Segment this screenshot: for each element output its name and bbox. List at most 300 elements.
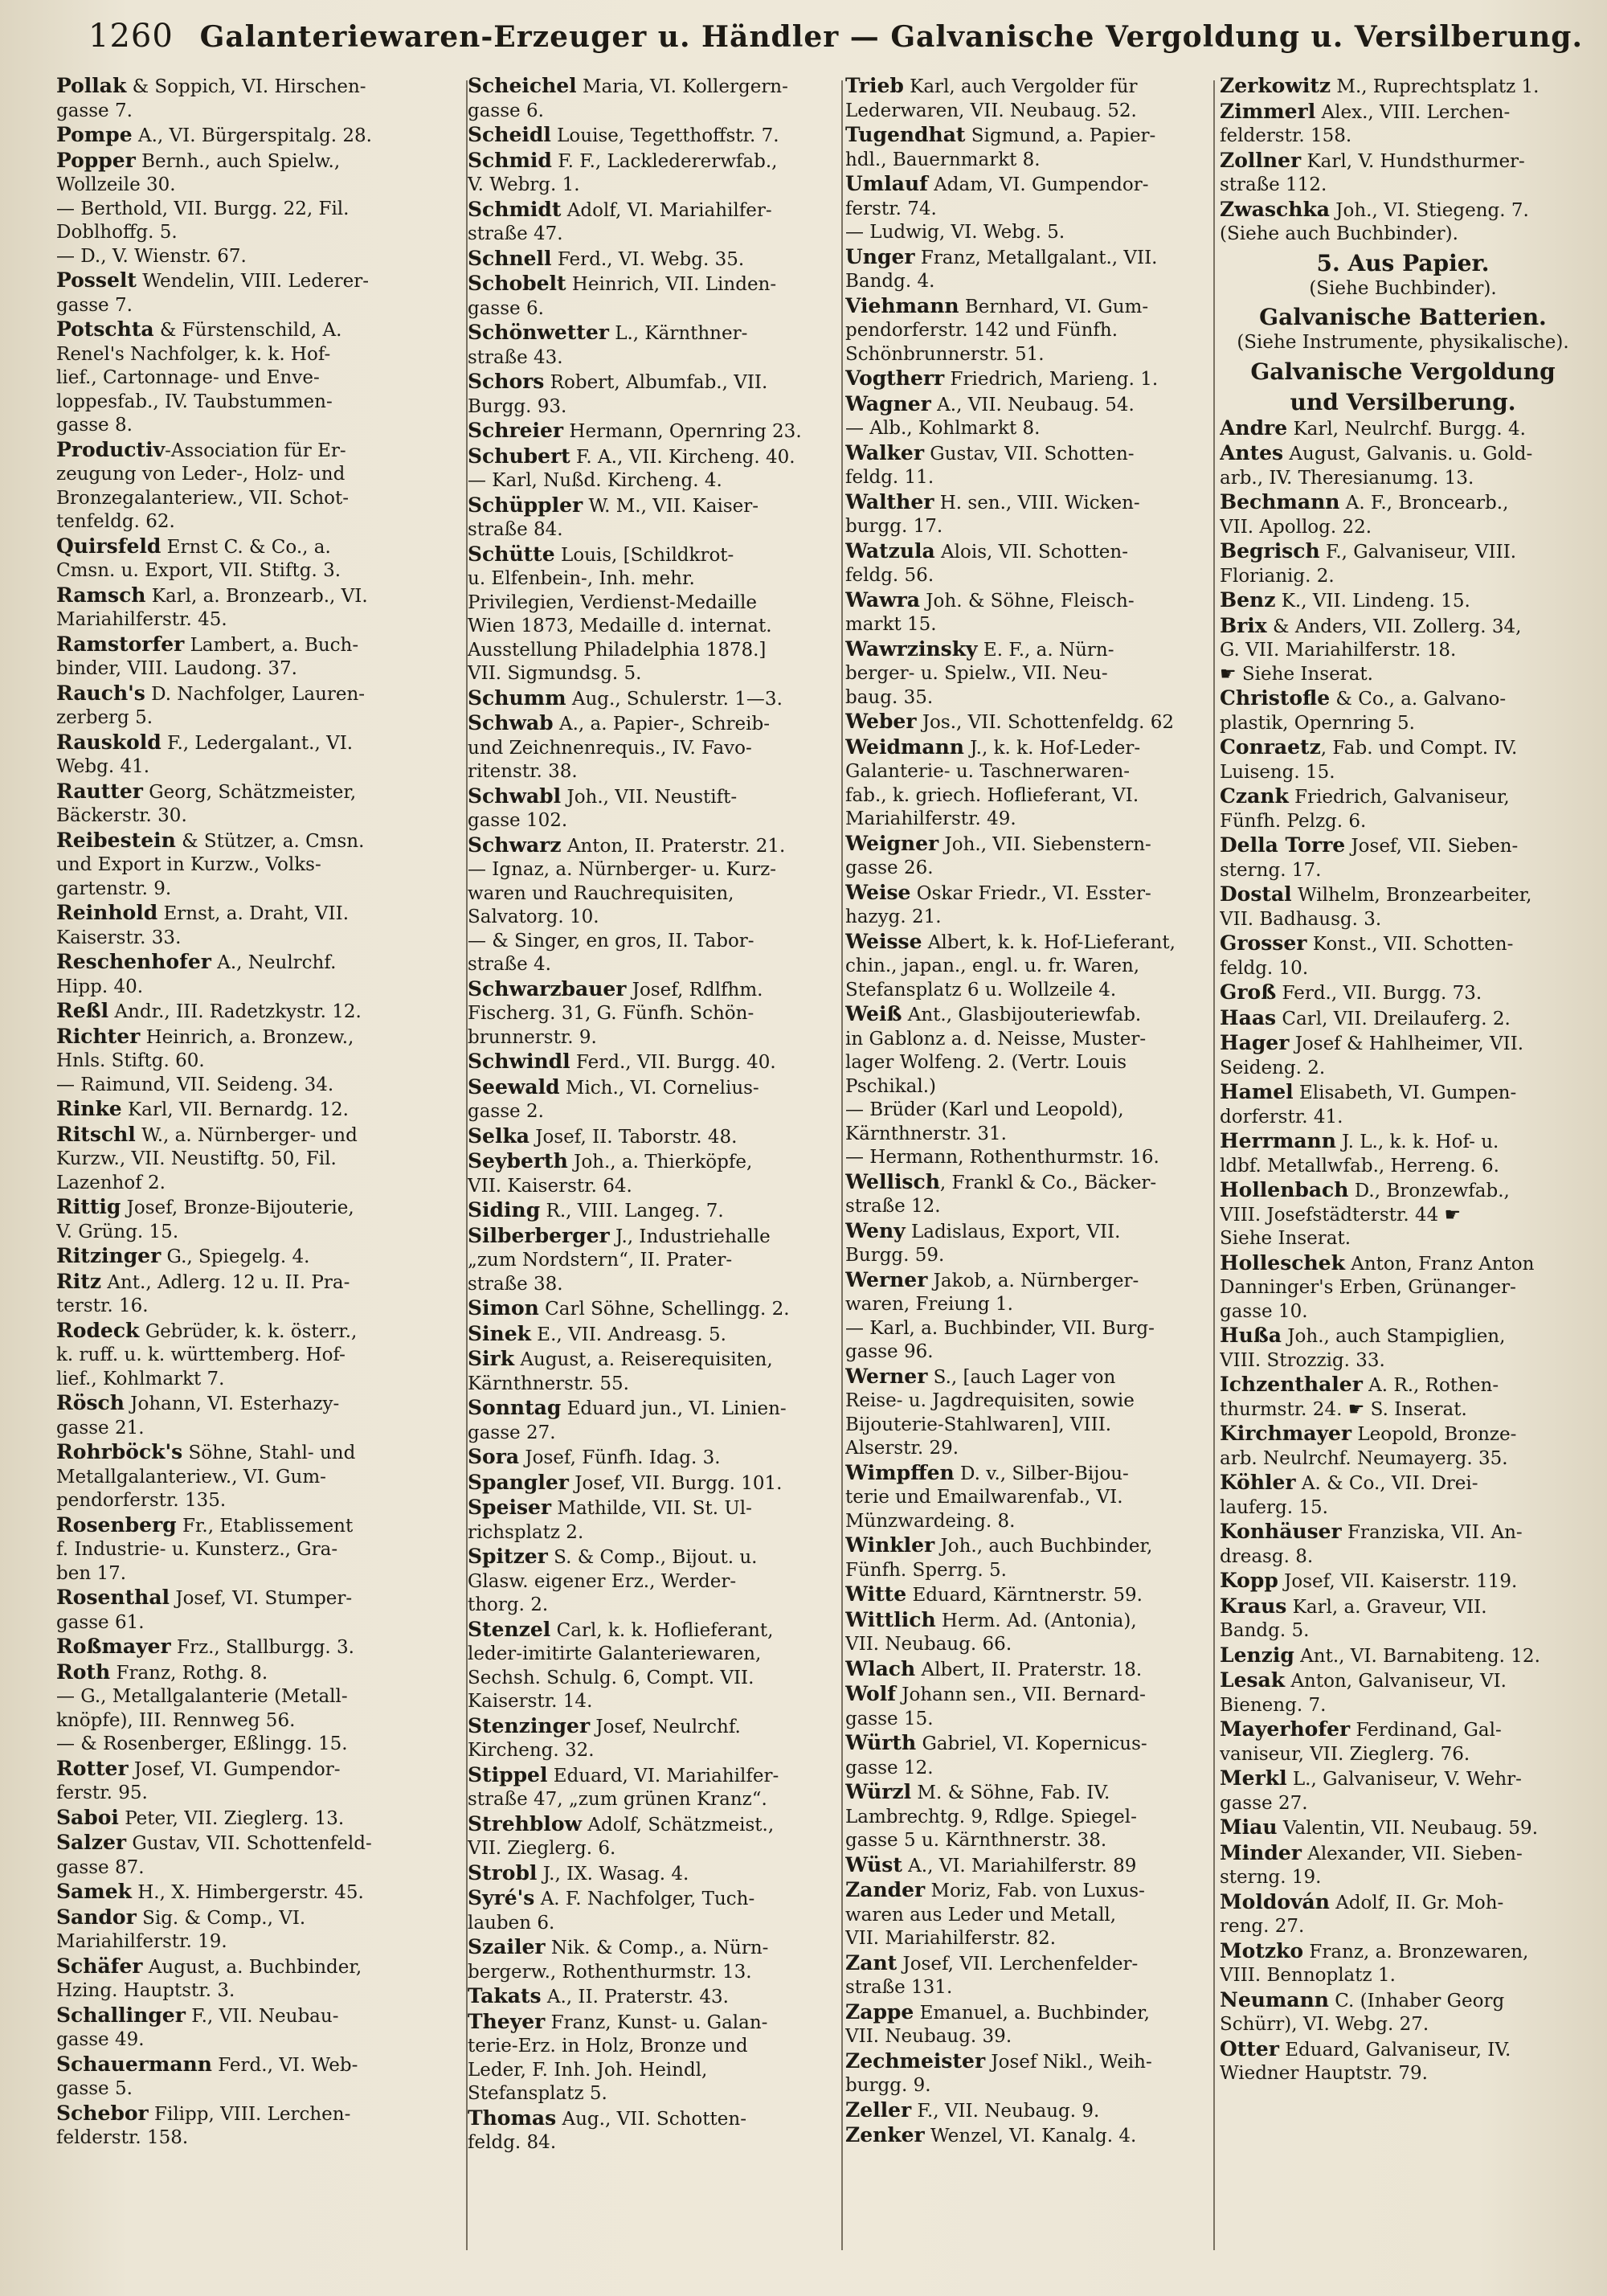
entry-text: Burgg. 93. xyxy=(468,395,567,417)
entry-text: ferstr. 74. xyxy=(845,198,937,219)
directory-line xyxy=(56,1270,458,1295)
directory-line xyxy=(1220,416,1586,442)
entry-text: Albert, II. Praterstr. 18. xyxy=(915,1659,1143,1680)
directory-line xyxy=(1220,1964,1586,1988)
directory-line xyxy=(845,1682,1216,1708)
entry-text: gasse 26. xyxy=(845,857,934,878)
directory-line xyxy=(56,463,458,487)
entry-text: A., VII. Neubaug. 54. xyxy=(930,394,1135,415)
directory-line xyxy=(56,414,458,438)
directory-line xyxy=(1220,565,1586,589)
entry-text: — Raimund, VII. Seideng. 34. xyxy=(56,1074,334,1095)
directory-line xyxy=(1220,1841,1586,1867)
entry-text: terie-Erz. in Holz, Bronze und xyxy=(468,2036,748,2057)
entry-name: Rosenberg xyxy=(56,1512,177,1537)
directory-line xyxy=(845,1976,1216,2000)
directory-line xyxy=(468,1714,839,1740)
directory-line xyxy=(1220,810,1586,834)
directory-line xyxy=(845,1317,1216,1341)
directory-line xyxy=(56,999,458,1025)
directory-line xyxy=(845,172,1216,198)
entry-text: Ferdinand, Gal- xyxy=(1350,1720,1502,1741)
entry-text: Wollzeile 30. xyxy=(56,174,176,195)
entry-text: Friedrich, Galvaniseur, xyxy=(1288,787,1510,808)
entry-text: F., VII. Neubau- xyxy=(185,2005,339,2027)
directory-line xyxy=(845,588,1216,614)
entry-name: Schwarzbauer xyxy=(468,976,627,1001)
entry-text: Peter, VII. Zieglerg. 13. xyxy=(118,1807,345,1829)
directory-line xyxy=(468,272,839,297)
directory-line xyxy=(468,74,839,100)
entry-text: VII. Zieglerg. 6. xyxy=(468,1838,616,1859)
entry-text: Emanuel, a. Buchbinder, xyxy=(914,2002,1150,2024)
page-header xyxy=(88,18,1583,74)
directory-line xyxy=(468,1002,839,1026)
directory-line xyxy=(845,1780,1216,1806)
entry-name: Rotter xyxy=(56,1756,129,1780)
entry-text: Bernh., auch Spielw., xyxy=(135,150,341,172)
directory-line xyxy=(56,198,458,222)
entry-text: plastik, Opernring 5. xyxy=(1220,712,1415,734)
directory-line xyxy=(56,123,458,149)
directory-line xyxy=(1220,1276,1586,1300)
entry-text: — Brüder (Karl und Leopold), xyxy=(845,1099,1124,1120)
directory-line xyxy=(468,419,839,444)
directory-line xyxy=(468,639,839,663)
entry-name: Schmidt xyxy=(468,197,562,221)
directory-line xyxy=(845,74,1216,100)
directory-line xyxy=(468,686,839,712)
entry-text: Franz, a. Bronzewaren, xyxy=(1303,1941,1529,1962)
directory-line xyxy=(56,1538,458,1562)
directory-line xyxy=(845,1075,1216,1099)
entry-text: lief., Kohlmarkt 7. xyxy=(56,1368,225,1389)
directory-line xyxy=(468,1861,839,1887)
directory-line xyxy=(845,1927,1216,1951)
entry-text: A., VI. Mariahilferstr. 89 xyxy=(902,1855,1137,1876)
entry-name: Conraetz xyxy=(1220,735,1321,759)
entry-text: Bäckerstr. 30. xyxy=(56,805,187,826)
entry-name: Werner xyxy=(845,1364,928,1388)
directory-line xyxy=(468,833,839,859)
entry-name: Tugendhat xyxy=(845,123,966,146)
directory-line xyxy=(845,1146,1216,1170)
entry-text: Fr., Etablissement xyxy=(176,1515,354,1537)
directory-line xyxy=(1220,174,1586,198)
entry-name: Wawrzinsky xyxy=(845,636,978,661)
entry-name: Hollenbach xyxy=(1220,1178,1349,1201)
directory-line xyxy=(468,149,839,174)
directory-line xyxy=(1220,1031,1586,1057)
directory-line xyxy=(56,706,458,731)
directory-line xyxy=(1220,539,1586,565)
entry-text: F. F., Lackledererwfab., xyxy=(551,150,778,172)
entry-name: Reibestein xyxy=(56,828,176,852)
directory-line xyxy=(468,1618,839,1643)
entry-text: Wiedner Hauptstr. 79. xyxy=(1220,2063,1428,2084)
directory-line xyxy=(845,1365,1216,1390)
entry-name: Otter xyxy=(1220,2036,1279,2061)
directory-line xyxy=(56,510,458,534)
entry-text: burgg. 9. xyxy=(845,2075,931,2096)
entry-name: Schors xyxy=(468,370,545,393)
entry-text: Bernhard, VI. Gum- xyxy=(959,296,1149,317)
entry-name: Silberberger xyxy=(468,1223,610,1247)
section-note-paper: (Siehe Buchbinder). xyxy=(1309,277,1497,299)
entry-text: bergerw., Rothenthurmstr. 13. xyxy=(468,1961,752,1983)
directory-line xyxy=(56,1319,458,1344)
entry-name: Schwab xyxy=(468,711,554,735)
directory-line xyxy=(1220,1792,1586,1816)
entry-text: straße 43. xyxy=(468,346,563,368)
entry-text: f. Industrie- u. Kunsterz., Gra- xyxy=(56,1539,338,1560)
entry-text: gasse 102. xyxy=(468,810,568,831)
directory-line xyxy=(845,1268,1216,1294)
directory-line xyxy=(845,1608,1216,1634)
entry-name: Zenker xyxy=(845,2123,925,2147)
entry-name: Zant xyxy=(845,1950,898,1975)
entry-text: knöpfe), III. Rennweg 56. xyxy=(56,1709,296,1731)
entry-text: (Siehe auch Buchbinder). xyxy=(1220,223,1458,244)
directory-line xyxy=(468,1984,839,2010)
entry-text: gasse 15. xyxy=(845,1708,934,1729)
entry-text: Joh., VII. Siebenstern- xyxy=(938,833,1151,855)
entry-text: gasse 27. xyxy=(468,1422,556,1443)
entry-text: gasse 2. xyxy=(468,1101,544,1122)
directory-line xyxy=(845,1878,1216,1904)
entry-name: Stenzel xyxy=(468,1617,551,1641)
entry-text: gasse 5. xyxy=(56,2078,133,2099)
directory-line xyxy=(468,1175,839,1199)
entry-text: tenfeldg. 62. xyxy=(56,511,175,532)
directory-line xyxy=(1220,931,1586,957)
directory-line xyxy=(1220,198,1586,223)
entry-name: Schobelt xyxy=(468,272,566,295)
entry-text: S., [auch Lager von xyxy=(927,1366,1116,1388)
directory-line xyxy=(1220,908,1586,932)
directory-line xyxy=(468,1026,839,1050)
entry-name: Zwaschka xyxy=(1220,197,1330,221)
entry-text: A. F., Broncearb., xyxy=(1339,493,1509,514)
entry-text: V. Webrg. 1. xyxy=(468,174,580,195)
directory-line xyxy=(845,1904,1216,1928)
entry-text: Anton, II. Praterstr. 21. xyxy=(561,835,786,857)
entry-text: Louis, [Schildkrot- xyxy=(554,544,734,566)
entry-text: Eduard, Kärntnerstr. 59. xyxy=(906,1585,1143,1606)
directory-line xyxy=(468,882,839,907)
directory-line xyxy=(845,366,1216,392)
entry-name: Zander xyxy=(845,1878,926,1901)
directory-line xyxy=(56,1930,458,1954)
directory-line xyxy=(845,1633,1216,1657)
entry-text: Aug., Schulerstr. 1—3. xyxy=(566,688,783,710)
entry-name: Rohrböck's xyxy=(56,1440,183,1463)
directory-line xyxy=(468,1347,839,1373)
entry-text: L., Kärnthner- xyxy=(608,323,748,344)
entry-text: Schürr), VI. Webg. 27. xyxy=(1220,2014,1429,2035)
entry-text: A. F. Nachfolger, Tuch- xyxy=(534,1889,755,1909)
directory-line xyxy=(56,976,458,1000)
directory-line xyxy=(468,1912,839,1936)
entry-name: Kopp xyxy=(1220,1569,1278,1592)
directory-line xyxy=(468,2106,839,2132)
directory-line xyxy=(845,1533,1216,1559)
entry-text: Karl, auch Vergolder für xyxy=(903,76,1138,97)
directory-line xyxy=(56,2052,458,2078)
directory-line xyxy=(56,804,458,829)
entry-name: Sonntag xyxy=(468,1396,562,1419)
entry-text: Hnls. Stiftg. 60. xyxy=(56,1050,205,1071)
entry-text: -Association für Er- xyxy=(165,440,346,461)
directory-line xyxy=(468,444,839,470)
directory-line xyxy=(468,930,839,954)
entry-text: terstr. 16. xyxy=(56,1295,149,1316)
entry-text: Aug., VII. Schotten- xyxy=(556,2108,746,2130)
entry-text: Karl, a. Graveur, VII. xyxy=(1286,1596,1487,1618)
entry-name: Wimpffen xyxy=(845,1460,955,1484)
entry-name: Schütte xyxy=(468,542,555,566)
directory-line xyxy=(1220,639,1586,663)
entry-text: Hipp. 40. xyxy=(56,976,144,997)
directory-line xyxy=(56,1391,458,1417)
directory-line xyxy=(845,417,1216,441)
directory-line xyxy=(56,681,458,707)
directory-line xyxy=(845,490,1216,516)
entry-text: leder-imitirte Galanteriewaren, xyxy=(468,1643,762,1664)
entry-name: Werner xyxy=(845,1267,928,1291)
entry-name: Wellisch xyxy=(845,1169,940,1193)
directory-line xyxy=(56,534,458,560)
entry-name: Zappe xyxy=(845,1999,914,2024)
directory-line xyxy=(56,438,458,464)
directory-line xyxy=(56,1417,458,1441)
entry-text: Louise, Tegetthoffstr. 7. xyxy=(550,125,779,146)
entry-text: berger- u. Spielw., VII. Neu- xyxy=(845,663,1108,684)
directory-line xyxy=(845,1293,1216,1317)
entry-text: Ausstellung Philadelphia 1878.] xyxy=(468,639,767,661)
entry-name: Vogtherr xyxy=(845,366,945,390)
entry-name: Popper xyxy=(56,148,136,172)
entry-text: feldg. 56. xyxy=(845,565,934,586)
directory-line xyxy=(845,857,1216,881)
entry-text: ben 17. xyxy=(56,1562,127,1584)
entry-text: K., VII. Lindeng. 15. xyxy=(1275,591,1470,612)
entry-text: Gustav, VII. Schottenfeld- xyxy=(126,1833,372,1854)
entry-text: chin., japan., engl. u. fr. Waren, xyxy=(845,956,1140,976)
directory-line xyxy=(56,2102,458,2127)
directory-line xyxy=(845,392,1216,418)
entry-text: loppesfab., IV. Taubstummen- xyxy=(56,391,333,412)
directory-line xyxy=(1220,74,1586,100)
directory-line xyxy=(1220,588,1586,614)
directory-line xyxy=(56,343,458,367)
directory-line xyxy=(1220,1766,1586,1792)
directory-line xyxy=(1220,1373,1586,1398)
directory-line xyxy=(1220,1866,1586,1890)
entry-text: Adolf, II. Gr. Moh- xyxy=(1329,1892,1504,1913)
entry-name: Roßmayer xyxy=(56,1635,171,1658)
directory-line xyxy=(845,710,1216,735)
column-3 xyxy=(845,74,1216,2276)
directory-line xyxy=(1220,1815,1586,1841)
column-1 xyxy=(56,74,458,2276)
entry-text: VIII. Strozzig. 33. xyxy=(1220,1349,1385,1371)
directory-line xyxy=(56,268,458,294)
directory-line xyxy=(845,1731,1216,1757)
entry-text: Lambert, a. Buch- xyxy=(184,634,359,656)
directory-line xyxy=(468,321,839,346)
entry-name: Schäfer xyxy=(56,1954,143,1978)
entry-name: Zerkowitz xyxy=(1220,74,1331,97)
directory-line xyxy=(468,223,839,247)
entry-text: Doblhoffg. 5. xyxy=(56,222,178,243)
entry-text: — & Rosenberger, Eßlingg. 15. xyxy=(56,1733,348,1754)
entry-name: Ichzenthaler xyxy=(1220,1373,1363,1396)
entry-name: Syré's xyxy=(468,1886,535,1909)
entry-name: Schumm xyxy=(468,686,566,710)
entry-text: & Stützer, a. Cmsn. xyxy=(175,830,365,852)
directory-line xyxy=(468,1224,839,1250)
directory-line xyxy=(1220,1619,1586,1643)
directory-line xyxy=(1220,614,1586,640)
directory-line xyxy=(845,808,1216,832)
directory-line xyxy=(468,1521,839,1545)
entry-text: VII. Sigmundsg. 5. xyxy=(468,663,642,684)
entry-text: V. Grüng. 15. xyxy=(56,1221,179,1242)
directory-line xyxy=(1220,663,1586,687)
entry-text: Seideng. 2. xyxy=(1220,1057,1326,1078)
entry-text: waren, Freiung 1. xyxy=(845,1294,1013,1315)
entry-name: Saboi xyxy=(56,1805,119,1829)
directory-line xyxy=(468,711,839,737)
directory-line xyxy=(845,319,1216,343)
entry-name: Schönwetter xyxy=(468,321,609,344)
directory-line xyxy=(468,1273,839,1297)
entry-text: Ferd., VII. Burgg. 73. xyxy=(1276,983,1482,1004)
directory-line xyxy=(468,1322,839,1348)
entry-name: Selka xyxy=(468,1123,530,1148)
entry-text: k. ruff. u. k. württemberg. Hof- xyxy=(56,1344,346,1365)
entry-text: Alois, VII. Schotten- xyxy=(934,541,1129,563)
directory-line xyxy=(56,221,458,245)
entry-text: F. A., VII. Kircheng. 40. xyxy=(570,446,795,468)
entry-name: Würth xyxy=(845,1731,917,1754)
entry-name: Haas xyxy=(1220,1005,1277,1029)
directory-line xyxy=(845,1414,1216,1438)
directory-line xyxy=(468,493,839,519)
directory-line xyxy=(468,1149,839,1175)
entry-name: Ramsch xyxy=(56,583,146,607)
directory-line xyxy=(468,906,839,930)
entry-text: Josef Nikl., Weih- xyxy=(985,2051,1152,2073)
entry-text: , Frankl & Co., Bäcker- xyxy=(939,1172,1157,1193)
directory-line xyxy=(845,1002,1216,1028)
entry-text: Adolf, VI. Mariahilfer- xyxy=(561,199,772,221)
directory-line xyxy=(1220,1939,1586,1965)
entry-name: Sinek xyxy=(468,1321,531,1345)
directory-line xyxy=(56,1344,458,1368)
entry-text: W. M., VII. Kaiser- xyxy=(583,495,759,517)
entry-text: Johann, VI. Esterhazy- xyxy=(124,1394,340,1414)
entry-name: Herrmann xyxy=(1220,1129,1336,1152)
entry-name: Wlach xyxy=(845,1656,916,1680)
directory-line xyxy=(56,391,458,415)
entry-name: Theyer xyxy=(468,2009,546,2033)
entry-text: Reise- u. Jagdrequisiten, sowie xyxy=(845,1390,1135,1411)
entry-text: Burgg. 59. xyxy=(845,1245,945,1266)
directory-line xyxy=(845,784,1216,808)
entry-text: H. sen., VIII. Wicken- xyxy=(934,492,1140,514)
entry-name: Zollner xyxy=(1220,148,1302,172)
entry-text: Kärnthnerstr. 55. xyxy=(468,1373,629,1394)
entry-text: Josef, VI. Stumper- xyxy=(170,1588,353,1609)
directory-line xyxy=(468,346,839,370)
directory-line xyxy=(468,370,839,395)
directory-line xyxy=(845,686,1216,710)
entry-text: J., k. k. Hof-Leder- xyxy=(963,737,1141,759)
directory-line xyxy=(56,1586,458,1611)
entry-text: Ant., Adlerg. 12 u. II. Pra- xyxy=(101,1271,350,1293)
directory-line xyxy=(845,100,1216,124)
entry-name: Groß xyxy=(1220,980,1277,1004)
entry-name: Walther xyxy=(845,489,934,514)
directory-line xyxy=(468,395,839,420)
entry-name: Czank xyxy=(1220,784,1289,808)
directory-line xyxy=(845,564,1216,588)
directory-line xyxy=(845,1510,1216,1534)
entry-text: Filipp, VIII. Lerchen- xyxy=(148,2103,351,2125)
entry-text: waren und Rauchrequisiten, xyxy=(468,882,734,904)
directory-line xyxy=(56,1489,458,1513)
entry-text: ldbf. Metallwfab., Herreng. 6. xyxy=(1220,1155,1499,1177)
entry-text: gasse 6. xyxy=(468,100,544,121)
entry-text: VIII. Josefstädterstr. 44 ☛ xyxy=(1220,1204,1462,1226)
entry-text: Fischerg. 31, G. Fünfh. Schön- xyxy=(468,1003,754,1024)
directory-line xyxy=(1220,712,1586,736)
directory-line xyxy=(56,608,458,632)
entry-name: Rauch's xyxy=(56,681,145,705)
entry-name: Seewald xyxy=(468,1074,560,1099)
directory-line xyxy=(1220,2013,1586,2037)
entry-text: Bijouterie-Stahlwaren], VIII. xyxy=(845,1414,1112,1435)
directory-line xyxy=(468,760,839,784)
entry-text: lauben 6. xyxy=(468,1912,555,1934)
directory-line xyxy=(845,955,1216,979)
entry-text: Carl Söhne, Schellingg. 2. xyxy=(538,1299,790,1320)
directory-line xyxy=(56,2028,458,2052)
entry-text: Kurzw., VII. Neustiftg. 50, Fil. xyxy=(56,1148,337,1169)
directory-line xyxy=(1220,516,1586,540)
entry-text: Nik. & Comp., a. Nürn- xyxy=(545,1938,769,1958)
directory-line xyxy=(1220,1694,1586,1718)
directory-line xyxy=(56,2077,458,2102)
entry-text: F., Ledergalant., VI. xyxy=(161,732,354,754)
directory-line xyxy=(1220,1471,1586,1496)
directory-line xyxy=(468,809,839,833)
directory-line xyxy=(845,1170,1216,1196)
entry-text: Ernst, a. Draht, VII. xyxy=(157,903,350,924)
entry-text: Kaiserstr. 33. xyxy=(56,927,182,948)
directory-line xyxy=(845,1757,1216,1781)
directory-line xyxy=(56,1295,458,1319)
entry-text: Kärnthnerstr. 31. xyxy=(845,1123,1007,1144)
directory-line xyxy=(845,2074,1216,2098)
directory-line xyxy=(845,1582,1216,1608)
entry-text: S. & Comp., Bijout. u. xyxy=(547,1547,758,1568)
entry-text: Heinrich, VII. Linden- xyxy=(566,274,777,295)
entry-text: VII. Neubaug. 39. xyxy=(845,2026,1012,2047)
entry-text: Sechsh. Schulg. 6, Compt. VII. xyxy=(468,1667,754,1688)
